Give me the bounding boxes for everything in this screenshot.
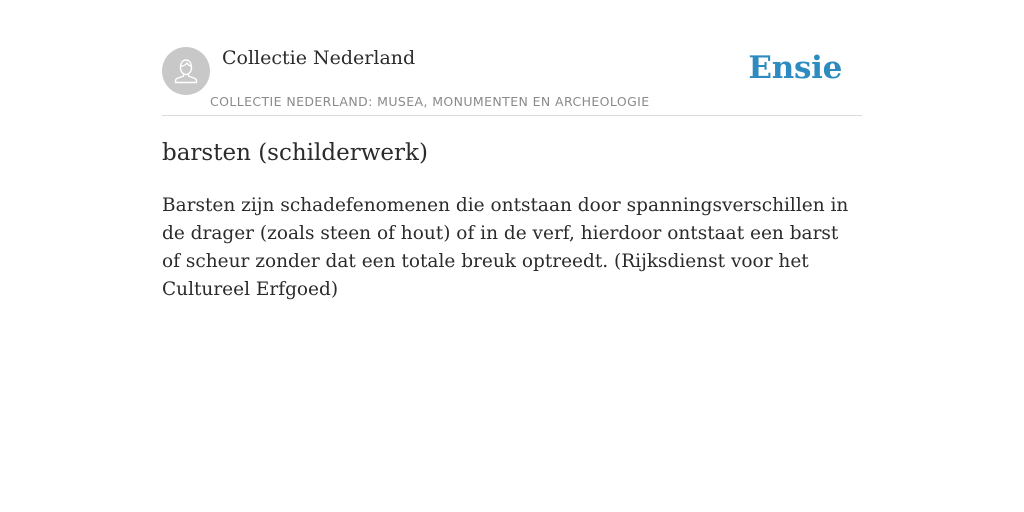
- author-name[interactable]: Collectie Nederland: [222, 47, 416, 69]
- entry-definition: Barsten zijn schadefenomenen die ontstaan door spanningsverschillen in de drager (zoals steen of hout) of in de verf, hierdoor ontstaat een barst of scheur zonder dat een totale breuk optreedt. (Rijksdienst voor het Cultureel Erfgoed): [162, 195, 849, 300]
- avatar[interactable]: [162, 47, 210, 95]
- entry-header: [162, 46, 862, 116]
- source-subtitle[interactable]: COLLECTIE NEDERLAND: MUSEA, MONUMENTEN EN ARCHEOLOGIE: [210, 94, 650, 109]
- entry-card: [162, 46, 862, 300]
- entry-title: barsten (schilderwerk): [162, 140, 428, 166]
- user-silhouette-icon: [171, 56, 201, 86]
- brand-logo[interactable]: Ensie: [748, 50, 842, 86]
